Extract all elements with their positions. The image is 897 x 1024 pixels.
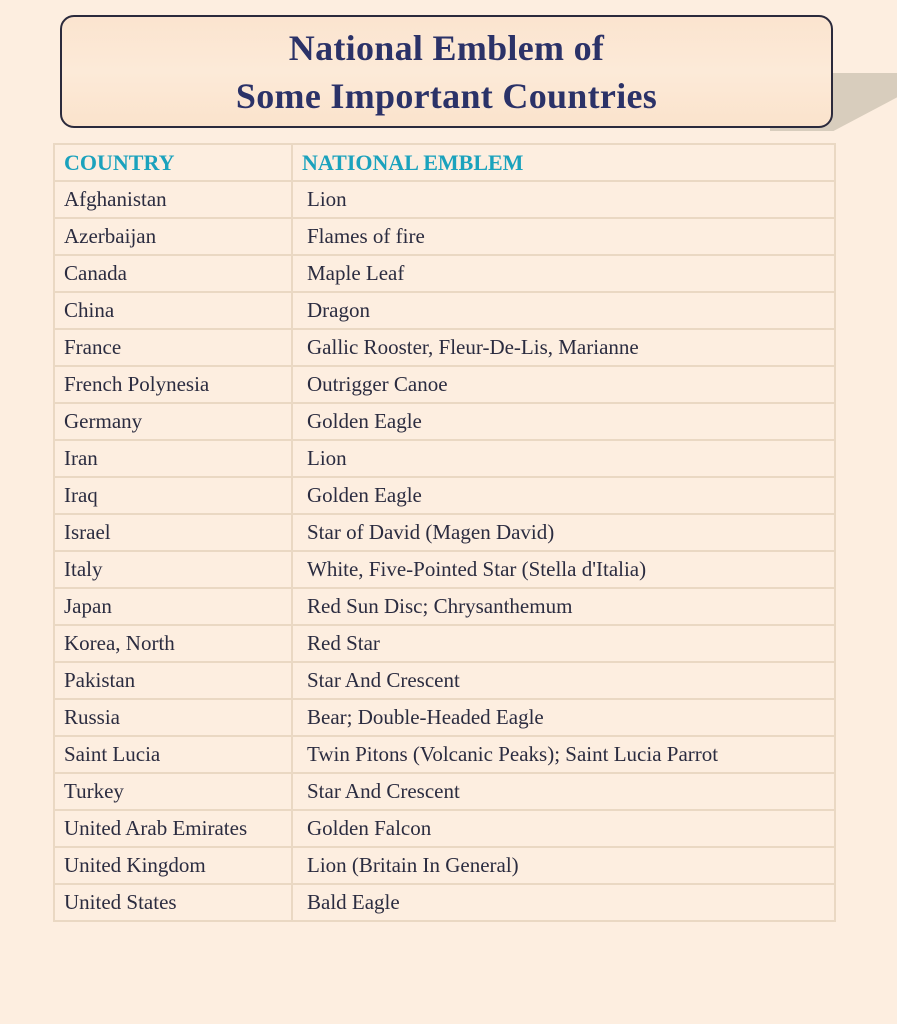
country-cell: Japan	[54, 588, 292, 625]
table-body	[54, 181, 835, 921]
country-cell: Iran	[54, 440, 292, 477]
country-cell: Germany	[54, 403, 292, 440]
table-row	[54, 440, 835, 477]
table-row	[54, 403, 835, 440]
table-row	[54, 329, 835, 366]
emblem-cell: Gallic Rooster, Fleur-De-Lis, Marianne	[292, 329, 835, 366]
table-row	[54, 514, 835, 551]
emblem-cell: Bald Eagle	[292, 884, 835, 921]
country-cell: Pakistan	[54, 662, 292, 699]
table-row	[54, 773, 835, 810]
emblem-cell: Star of David (Magen David)	[292, 514, 835, 551]
emblem-cell: Outrigger Canoe	[292, 366, 835, 403]
table-row	[54, 625, 835, 662]
emblem-cell: Star And Crescent	[292, 662, 835, 699]
emblem-cell: Bear; Double-Headed Eagle	[292, 699, 835, 736]
table-row	[54, 218, 835, 255]
table-header-row	[54, 144, 835, 181]
country-cell: Italy	[54, 551, 292, 588]
table-row	[54, 847, 835, 884]
title-banner	[60, 15, 833, 128]
emblem-cell: Maple Leaf	[292, 255, 835, 292]
table-row	[54, 810, 835, 847]
country-cell: Azerbaijan	[54, 218, 292, 255]
emblem-cell: Golden Falcon	[292, 810, 835, 847]
country-cell: Afghanistan	[54, 181, 292, 218]
column-header-emblem: NATIONAL EMBLEM	[292, 144, 835, 181]
country-cell: Russia	[54, 699, 292, 736]
country-cell: France	[54, 329, 292, 366]
table-row	[54, 736, 835, 773]
title-line-1: National Emblem of	[288, 27, 605, 68]
country-cell: United Arab Emirates	[54, 810, 292, 847]
table-row	[54, 366, 835, 403]
table-row	[54, 662, 835, 699]
table-row	[54, 699, 835, 736]
emblem-cell: Dragon	[292, 292, 835, 329]
column-header-country: COUNTRY	[54, 144, 292, 181]
country-cell: United Kingdom	[54, 847, 292, 884]
emblem-cell: Star And Crescent	[292, 773, 835, 810]
title-line-2: Some Important Countries	[235, 75, 658, 116]
country-cell: United States	[54, 884, 292, 921]
emblem-cell: Golden Eagle	[292, 403, 835, 440]
country-cell: Canada	[54, 255, 292, 292]
country-cell: Iraq	[54, 477, 292, 514]
table-row	[54, 255, 835, 292]
emblem-cell: Golden Eagle	[292, 477, 835, 514]
emblem-cell: Flames of fire	[292, 218, 835, 255]
emblem-cell: Red Sun Disc; Chrysanthemum	[292, 588, 835, 625]
country-cell: Israel	[54, 514, 292, 551]
emblem-cell: White, Five-Pointed Star (Stella d'Italia)	[292, 551, 835, 588]
emblem-cell: Lion	[292, 181, 835, 218]
country-cell: Korea, North	[54, 625, 292, 662]
table-row	[54, 588, 835, 625]
table-row	[54, 292, 835, 329]
emblem-cell: Twin Pitons (Volcanic Peaks); Saint Lucia Parrot	[292, 736, 835, 773]
emblem-table	[53, 143, 836, 922]
table-row	[54, 477, 835, 514]
country-cell: Saint Lucia	[54, 736, 292, 773]
table-row	[54, 181, 835, 218]
table-row	[54, 884, 835, 921]
country-cell: China	[54, 292, 292, 329]
country-cell: French Polynesia	[54, 366, 292, 403]
table-row	[54, 551, 835, 588]
country-cell: Turkey	[54, 773, 292, 810]
emblem-cell: Red Star	[292, 625, 835, 662]
emblem-cell: Lion	[292, 440, 835, 477]
emblem-cell: Lion (Britain In General)	[292, 847, 835, 884]
